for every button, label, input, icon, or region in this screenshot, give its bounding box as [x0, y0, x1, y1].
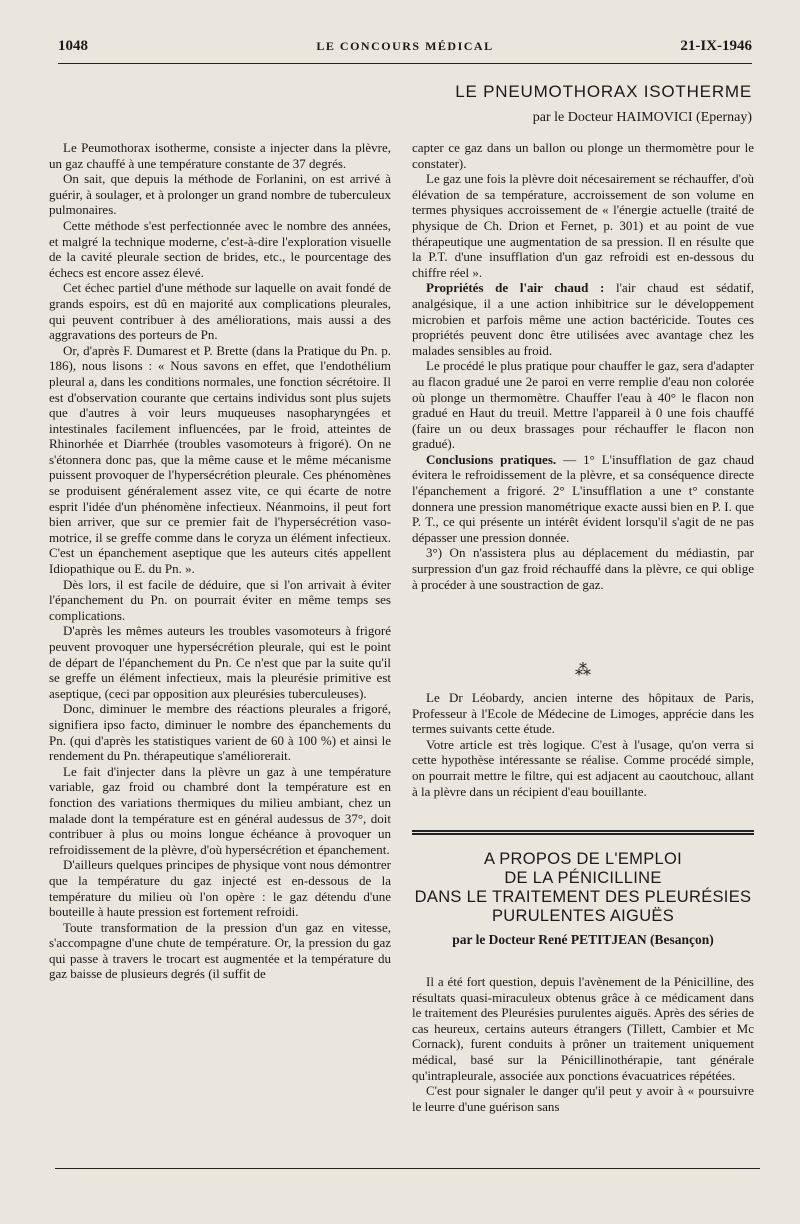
paragraph: On sait, que depuis la méthode de Forlanini, on est arrivé à guérir, à soulager, et à prolonger un grand nombre de tuberculeux pulmonaires.	[49, 171, 391, 218]
paragraph: Le Dr Léobardy, ancien interne des hôpitaux de Paris, Professeur à l'Ecole de Médecine de Limoges, apprécie dans les termes suivants cette étude.	[412, 690, 754, 737]
title-line: A PROPOS DE L'EMPLOI	[483, 850, 683, 868]
paragraph: Le fait d'injecter dans la plèvre un gaz à une température variable, gaz froid ou chambré dont la température est en fonction des variations thermiques du milieu ambiant, chez un malade dont la température est en général audessus de 37°, doit contribuer à plus ou moins longue échéance à provoquer un refroidissement de la plèvre, d'où hypersécrétion et épanchement.	[49, 763, 391, 857]
paragraph	[412, 280, 754, 358]
article2-body	[412, 974, 754, 1114]
paragraph: Votre article est très logique. C'est à l'usage, qu'on verra si cette hypothèse intéressante se réalise. Comme procédé simple, on pourrait mettre le filtre, qui est adjacent au caoutchouc, allant à la plèvre dans un récipient d'eau bouillante.	[412, 736, 754, 799]
article2-title	[412, 850, 754, 926]
paragraph: D'ailleurs quelques principes de physique vont nous démontrer que la température du gaz injecté est en-dessous de la température du milieu où l'on opère : le gaz détendu d'une bouteille à haute pression est fortement refroidi.	[49, 857, 391, 920]
paragraph: D'après les mêmes auteurs les troubles vasomoteurs à frigoré peuvent provoquer une hypersécrétion pleurale, qui est le point de départ de l'épanchement du Pn. Ce n'est que par la suite qu'il se greffe un élément infectieux, mais la pleurésie primitive est aseptique, (ceci par opposition aux pleurésies tuberculeuses).	[49, 623, 391, 701]
section-ornament: ⁂	[575, 662, 591, 679]
page-number: 1048	[58, 38, 88, 54]
footer-rule	[55, 1168, 760, 1169]
article2-byline: par le Docteur René PETITJEAN (Besançon)	[452, 932, 714, 947]
paragraph: capter ce gaz dans un ballon ou plonge un thermomètre pour le constater).	[412, 140, 754, 171]
paragraph: Cet échec partiel d'une méthode sur laquelle on avait fondé de grands espoirs, est dû en majorité aux complications pleurales, qui peuvent contribuer à des améliorations, mais aussi a des aggravations des porteurs de Pn.	[49, 280, 391, 343]
paragraph: Le procédé le plus pratique pour chauffer le gaz, sera d'adapter au flacon gradué une 2e paroi en verre remplie d'eau non colorée où plonge un thermomètre. Chauffer l'eau à 40° le flacon non gradué en Haut du treuil. Mettre l'appareil à 0 une fois chauffé (faire un ou deux brassages pour réchauffer le flacon non gradué).	[412, 358, 754, 452]
paragraph: Le gaz une fois la plèvre doit nécesairement se réchauffer, d'où élévation de sa température, accroissement de son volume en termes physiques accroissement de « l'énergie actuelle (traité de physique de Ch. Drion et Fernet, p. 301) et au point de vue thérapeutique une augmentation de sa pression. Il en résulte que la P.T. d'une insufflation d'un gaz refroidi est en-dessous du chiffre réel ».	[412, 171, 754, 280]
comment-block	[412, 690, 754, 799]
article-separator	[412, 830, 754, 835]
paragraph: C'est pour signaler le danger qu'il peut y avoir à « poursuivre le leurre d'une guérison sans	[412, 1083, 754, 1114]
title-line: DANS LE TRAITEMENT DES PLEURÉSIES	[414, 888, 752, 906]
left-column	[49, 140, 391, 982]
paragraph-lead: Propriétés de l'air chaud :	[426, 280, 605, 296]
paragraph-lead: Conclusions pratiques.	[426, 451, 557, 467]
paragraph: Toute transformation de la pression d'un gaz en vitesse, s'accompagne d'une chute de température. Or, la pression du gaz qui passe à travers le trocart est augmentée et la température du gaz baisse de plusieurs degrés (il suffit de	[49, 919, 391, 982]
header-rule	[58, 63, 752, 64]
right-column	[412, 140, 754, 592]
running-head	[58, 38, 752, 60]
paragraph-text: l'air chaud est sédatif, analgésique, il a une action inhibitrice sur le développement microbien et parfois même une action bactéricide. Toutes ces propriétés peuvent donc être utilisées avec avantage chez les malades sensibles au froid.	[412, 280, 754, 358]
paragraph: Il a été fort question, depuis l'avènement de la Pénicilline, des résultats quasi-miraculeux obtenus grâce à ce médicament dans le traitement des Pleurésies purulentes aiguës. Après des séries de cas heureux, certains auteurs étrangers (Tillett, Cambier et Mc Cornack), furent conduits à prôner un traitement uniquement médical, basé sur la Pénicillinothérapie, tant générale qu'intrapleurale, associée aux ponctions évacuatrices répétées.	[412, 974, 754, 1083]
paragraph: Donc, diminuer le membre des réactions pleurales a frigoré, signifiera ipso facto, diminuer le nombre des épanchements du Pn. (qui d'après les statistiques varient de 60 à 100 %) et ainsi le rendement du Pn. thérapeutique s'améliorerait.	[49, 701, 391, 764]
paragraph	[412, 452, 754, 546]
issue-date: 21-IX-1946	[680, 38, 752, 54]
paragraph: Or, d'après F. Dumarest et P. Brette (dans la Pratique du Pn. p. 186), nous lisons : « Nous savons en effet, que l'endothélium pleural a, dans les conditions normales, une fonction sécrétoire. Il est d'observation courante que certains individus sont plus sujets que d'autres à voir leurs muqueuses nasopharyngées et intestinales facilement influencées, par le froid, atteintes de Rhinorhée et Diarrhée (troubles vasomoteurs à frigoré). On ne s'étonnera donc pas, que la même cause et le même mécanisme puissent provoquer de l'hypersécrétion pleurale. Ces phénomènes se produisent généralement assez vite, ce qui écarte de notre esprit l'idée d'un phénomène infectieux. Néanmoins, il peut fort bien arriver, que sur ce premier fait de l'hypersécrétion vaso-motrice, il se greffe comme dans le coryza un élément infectieux. C'est un épanchement aseptique que les auteurs cités appellent Idiopathique ou E. du Pn. ».	[49, 342, 391, 577]
paragraph: Dès lors, il est facile de déduire, que si l'on arrivait à éviter l'épanchement du Pn. on pourrait éviter en même temps ses complications.	[49, 576, 391, 623]
title-line: DE LA PÉNICILLINE	[504, 869, 662, 887]
paragraph: Cette méthode s'est perfectionnée avec le nombre des années, et malgré la technique moderne, c'est-à-dire l'exploration visuelle de la cavité pleurale section de brides, etc., le pourcentage des échecs est encore assez élevé.	[49, 217, 391, 280]
paragraph: Le Peumothorax isotherme, consiste a injecter dans la plèvre, un gaz chauffé à une température constante de 37 degrés.	[49, 140, 391, 171]
journal-title: LE CONCOURS MÉDICAL	[316, 39, 494, 53]
title-line: PURULENTES AIGUËS	[491, 907, 675, 925]
article-byline: par le Docteur HAIMOVICI (Epernay)	[532, 110, 752, 125]
article-title: LE PNEUMOTHORAX ISOTHERME	[455, 82, 752, 101]
paragraph: 3°) On n'assistera plus au déplacement du médiastin, par surpression d'un gaz froid réchauffé dans la plèvre, ce qui oblige à procéder à une soustraction de gaz.	[412, 545, 754, 592]
paragraph-text: — 1° L'insufflation de gaz chaud évitera le refroidissement de la plèvre, et sa conséquence directe l'épanchement a frigoré. 2° L'insufflation a une t° constante donnera une pression manométrique exacte aussi bien en P. I. que P. T., ce qui présente un intérêt évident lorsqu'il s'agit de ne pas dépasser une pression donnée.	[412, 451, 754, 545]
